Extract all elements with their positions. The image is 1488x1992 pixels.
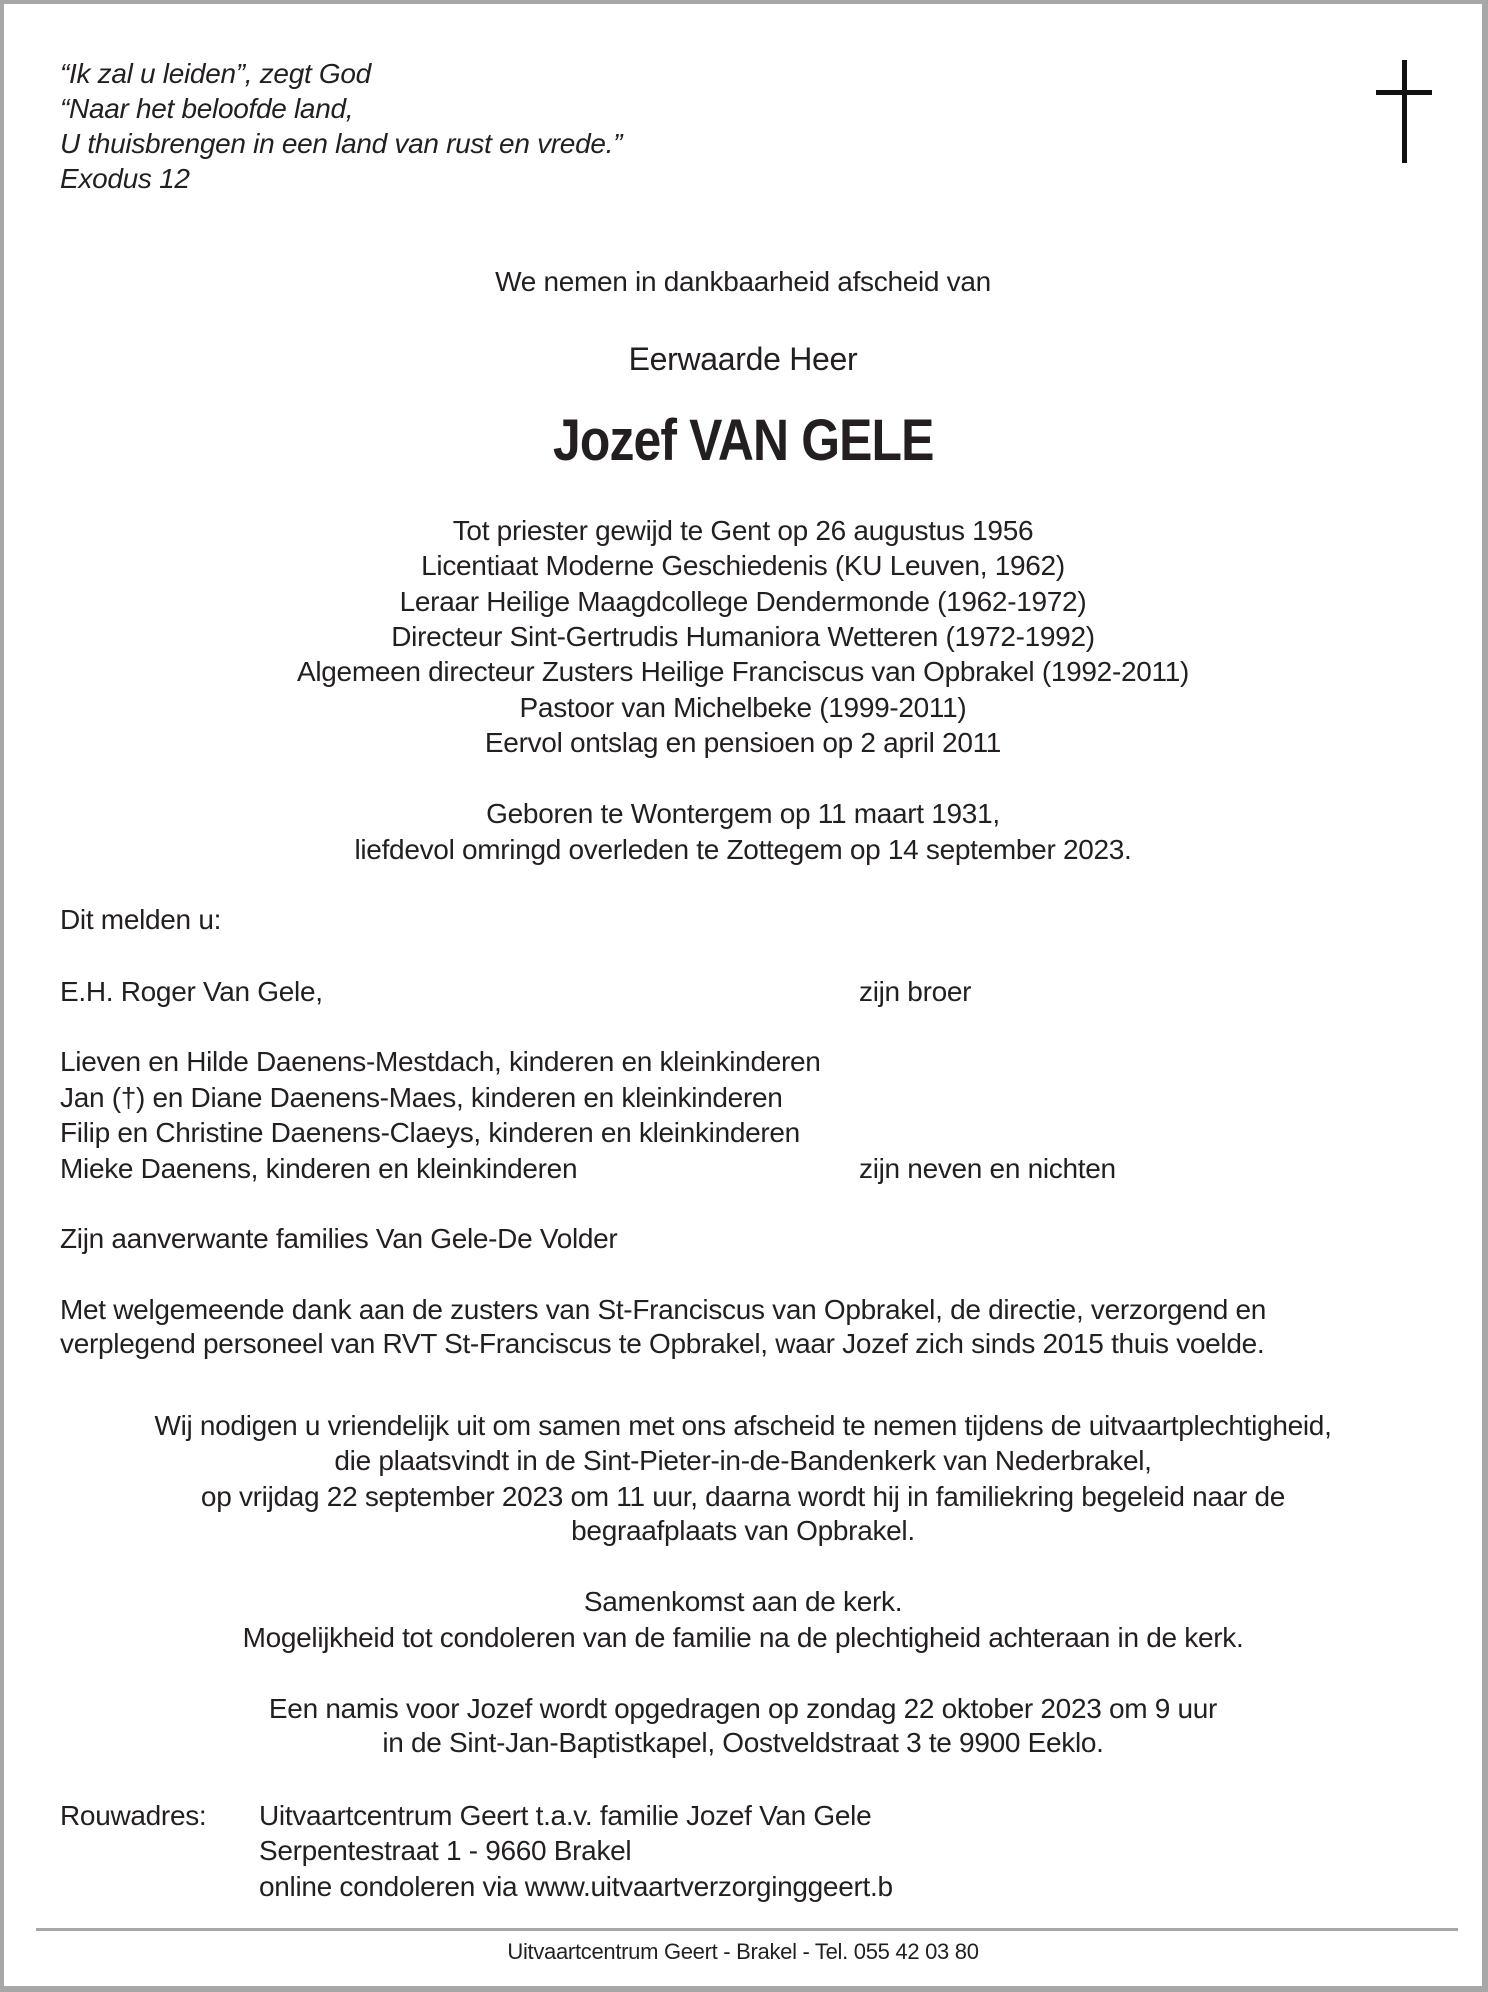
career-line: Directeur Sint-Gertrudis Humaniora Wetteren (1972-1992) — [391, 621, 1095, 652]
death-line: liefdevol omringd overleden te Zottegem op 14 september 2023. — [354, 834, 1132, 865]
gathering-line: Mogelijkheid tot condoleren van de familie na de plechtigheid achteraan in de kerk. — [242, 1622, 1244, 1653]
quote-line: “Ik zal u leiden”, zegt God — [60, 58, 371, 89]
thanks-line: verplegend personeel van RVT St-Franciscus te Opbrakel, waar Jozef zich sinds 2015 thuis voelde. — [60, 1328, 1265, 1359]
quote-source: Exodus 12 — [60, 163, 190, 194]
career-line: Tot priester gewijd te Gent op 26 augustus 1956 — [452, 515, 1034, 546]
deceased-name: Jozef VAN GELE — [552, 408, 934, 473]
family-related: Zijn aanverwante families Van Gele-De Volder — [60, 1223, 618, 1254]
family-brother-relation: zijn broer — [859, 976, 972, 1007]
career-line: Licentiaat Moderne Geschiedenis (KU Leuven, 1962) — [421, 550, 1065, 581]
invitation-line: begraafplaats van Opbrakel. — [571, 1515, 915, 1546]
career-line: Algemeen directeur Zusters Heilige Franciscus van Opbrakel (1992-2011) — [296, 656, 1190, 687]
family-cousin: Filip en Christine Daenens-Claeys, kinderen en kleinkinderen — [60, 1117, 800, 1148]
mass-line: Een namis voor Jozef wordt opgedragen op zondag 22 oktober 2023 om 9 uur — [268, 1693, 1218, 1724]
gathering-line: Samenkomst aan de kerk. — [583, 1586, 903, 1617]
invitation-line: Wij nodigen u vriendelijk uit om samen met ons afscheid te nemen tijdens de uitvaartplechtigheid, — [154, 1410, 1332, 1441]
honorific: Eerwaarde Heer — [628, 341, 858, 377]
birth-line: Geboren te Wontergem op 11 maart 1931, — [486, 798, 1000, 829]
quote-line: “Naar het beloofde land, — [60, 93, 354, 124]
family-brother: E.H. Roger Van Gele, — [60, 976, 323, 1007]
family-cousin: Mieke Daenens, kinderen en kleinkinderen — [60, 1153, 578, 1184]
invitation-line: op vrijdag 22 september 2023 om 11 uur, daarna wordt hij in familiekring begeleid naar de — [200, 1481, 1286, 1512]
address-line: Uitvaartcentrum Geert t.a.v. familie Jozef Van Gele — [259, 1800, 872, 1831]
career-line: Leraar Heilige Maagdcollege Dendermonde (1962-1972) — [399, 586, 1087, 617]
address-website[interactable]: online condoleren via www.uitvaartverzorginggeert.b — [259, 1871, 893, 1902]
career-line: Pastoor van Michelbeke (1999-2011) — [519, 692, 967, 723]
family-cousins-relation: zijn neven en nichten — [859, 1153, 1116, 1184]
family-cousin: Lieven en Hilde Daenens-Mestdach, kinderen en kleinkinderen — [60, 1046, 821, 1077]
quote-line: U thuisbrengen in een land van rust en vrede.” — [60, 128, 623, 159]
invitation-line: die plaatsvindt in de Sint-Pieter-in-de-Bandenkerk van Nederbrakel, — [334, 1445, 1152, 1476]
career-line: Eervol ontslag en pensioen op 2 april 2011 — [484, 727, 1002, 758]
footer-divider — [36, 1928, 1458, 1931]
intro-text: We nemen in dankbaarheid afscheid van — [495, 266, 991, 297]
obituary-page — [4, 4, 1482, 1986]
address-label: Rouwadres: — [60, 1800, 207, 1831]
footer-text: Uitvaartcentrum Geert - Brakel - Tel. 055 42 03 80 — [507, 1939, 979, 1964]
announce-text: Dit melden u: — [60, 904, 222, 935]
mass-line: in de Sint-Jan-Baptistkapel, Oostveldstraat 3 te 9900 Eeklo. — [382, 1727, 1104, 1758]
address-line: Serpentestraat 1 - 9660 Brakel — [259, 1835, 632, 1866]
thanks-line: Met welgemeende dank aan de zusters van St-Franciscus van Opbrakel, de directie, verzorgend en — [60, 1294, 1267, 1325]
family-cousin: Jan (†) en Diane Daenens-Maes, kinderen en kleinkinderen — [60, 1082, 783, 1113]
